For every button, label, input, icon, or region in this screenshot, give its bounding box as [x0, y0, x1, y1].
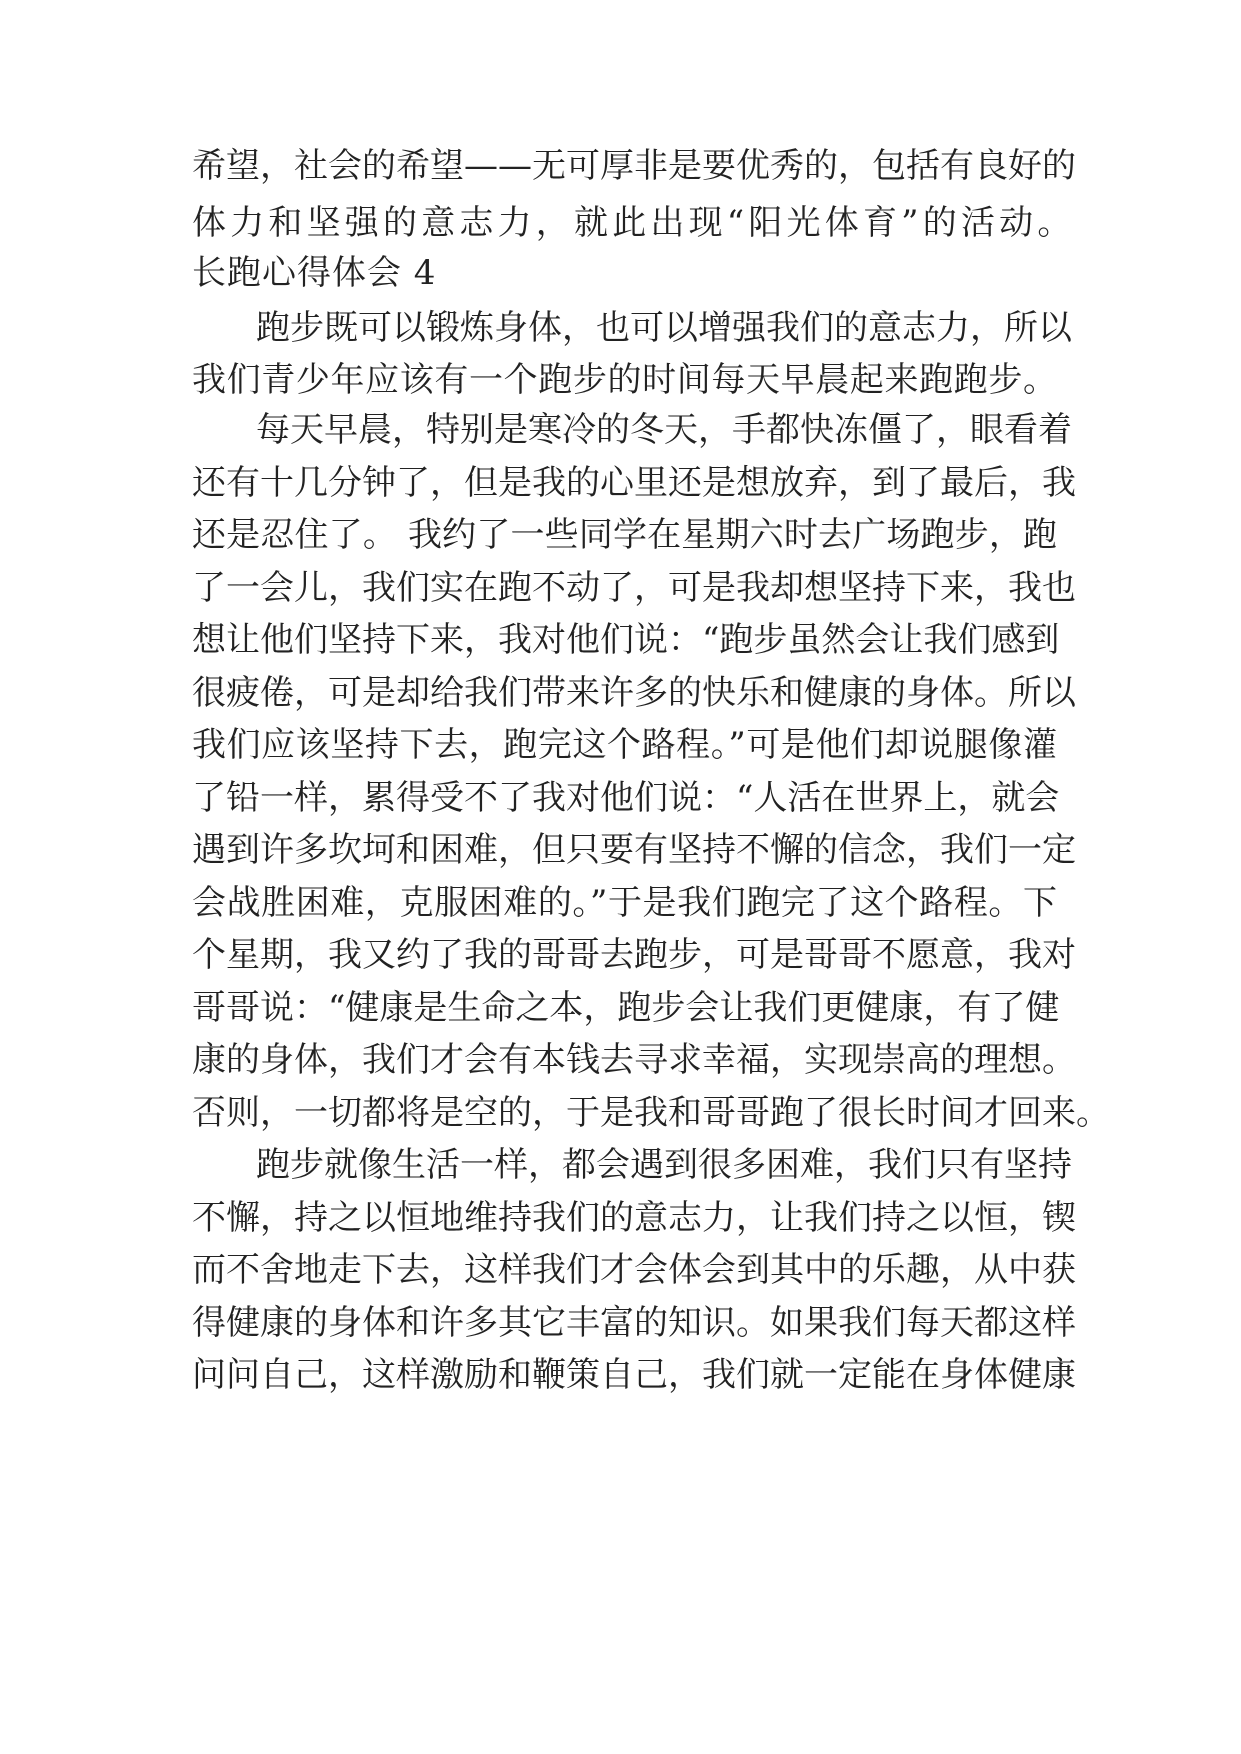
- text-line: 会战胜困难，克服困难的。”于是我们跑完了这个路程。下: [192, 883, 1057, 923]
- text-line: 还有十几分钟了，但是我的心里还是想放弃，到了最后，我: [192, 463, 1076, 503]
- text-line: 了一会儿，我们实在跑不动了，可是我却想坚持下来，我也: [192, 568, 1076, 608]
- text-line: 遇到许多坎坷和困难，但只要有坚持不懈的信念，我们一定: [192, 830, 1076, 870]
- text-line: 我们青少年应该有一个跑步的时间每天早晨起来跑跑步。: [192, 360, 1057, 400]
- paragraph-first-line: 每天早晨，特别是寒冷的冬天，手都快冻僵了，眼看着: [256, 410, 1072, 450]
- text-line: 很疲倦，可是却给我们带来许多的快乐和健康的身体。所以: [192, 673, 1076, 713]
- text-line: 哥哥说：“健康是生命之本，跑步会让我们更健康，有了健: [192, 988, 1060, 1028]
- text-line: 不懈，持之以恒地维持我们的意志力，让我们持之以恒，锲: [192, 1198, 1076, 1238]
- text-line: 否则，一切都将是空的，于是我和哥哥跑了很长时间才回来。: [192, 1093, 1110, 1133]
- text-line: 了铅一样，累得受不了我对他们说：“人活在世界上，就会: [192, 778, 1060, 818]
- text-line: 我们应该坚持下去，跑完这个路程。”可是他们却说腿像灌: [192, 725, 1057, 765]
- paragraph-first-line: 跑步既可以锻炼身体，也可以增强我们的意志力，所以: [256, 308, 1072, 348]
- text-line: 康的身体，我们才会有本钱去寻求幸福，实现崇高的理想。: [192, 1040, 1076, 1080]
- section-heading: 长跑心得体会 4: [192, 253, 437, 293]
- text-line: 而不舍地走下去，这样我们才会体会到其中的乐趣，从中获: [192, 1250, 1076, 1290]
- text-line: 体力和坚强的意志力，就此出现“阳光体育”的活动。: [192, 203, 1076, 243]
- text-line: 希望，社会的希望——无可厚非是要优秀的，包括有良好的: [192, 146, 1076, 186]
- text-line: 得健康的身体和许多其它丰富的知识。如果我们每天都这样: [192, 1303, 1076, 1343]
- text-line: 还是忍住了。 我约了一些同学在星期六时去广场跑步，跑: [192, 515, 1057, 555]
- text-line: 想让他们坚持下来，我对他们说：“跑步虽然会让我们感到: [192, 620, 1060, 660]
- paragraph-first-line: 跑步就像生活一样，都会遇到很多困难，我们只有坚持: [256, 1145, 1072, 1185]
- text-line: 问问自己，这样激励和鞭策自己，我们就一定能在身体健康: [192, 1355, 1076, 1395]
- text-line: 个星期，我又约了我的哥哥去跑步，可是哥哥不愿意，我对: [192, 935, 1076, 975]
